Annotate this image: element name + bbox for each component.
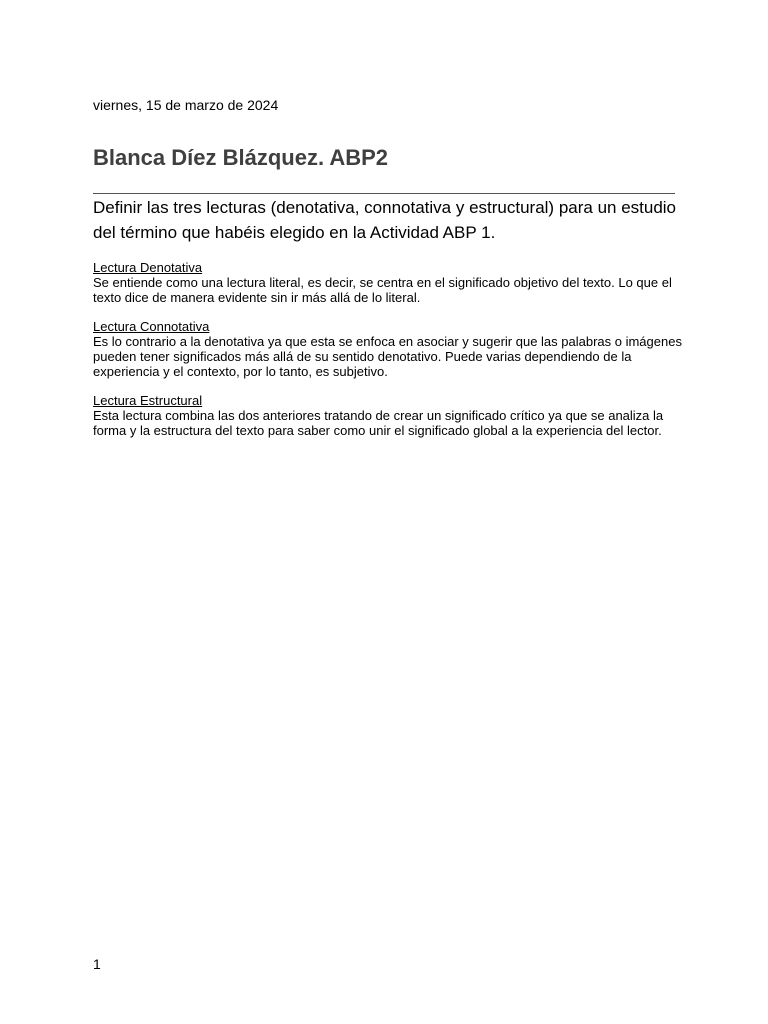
reading-sections [93,260,693,452]
section-heading: Lectura Estructural [93,393,203,408]
section-body: Esta lectura combina las dos anteriores tratando de crear un significado crítico ya que se analiza la forma y la estructura del texto para saber como unir el significado global a la experiencia del lector. [93,408,664,438]
section-body: Se entiende como una lectura literal, es decir, se centra en el significado objetivo del texto. Lo que el texto dice de manera evidente sin ir más allá de lo literal. [93,275,672,305]
section-body: Es lo contrario a la denotativa ya que esta se enfoca en asociar y sugerir que las palabras o imágenes pueden tener significados más allá de su sentido denotativo. Puede varias dependiendo de la experiencia y el contexto, por lo tanto, es subjetivo. [93,334,682,379]
assignment-prompt: Definir las tres lecturas (denotativa, connotativa y estructural) para un estudio del término que habéis elegido en la Actividad ABP 1. [93,198,677,242]
section-estructural [93,393,693,438]
section-denotativa [93,260,693,305]
section-heading: Lectura Denotativa [93,260,203,275]
page-number: 1 [93,956,101,972]
document-title: Blanca Díez Blázquez. ABP2 [93,145,389,170]
title-divider [93,193,675,194]
section-connotativa [93,319,693,379]
section-heading: Lectura Connotativa [93,319,210,334]
document-date: viernes, 15 de marzo de 2024 [93,97,279,113]
